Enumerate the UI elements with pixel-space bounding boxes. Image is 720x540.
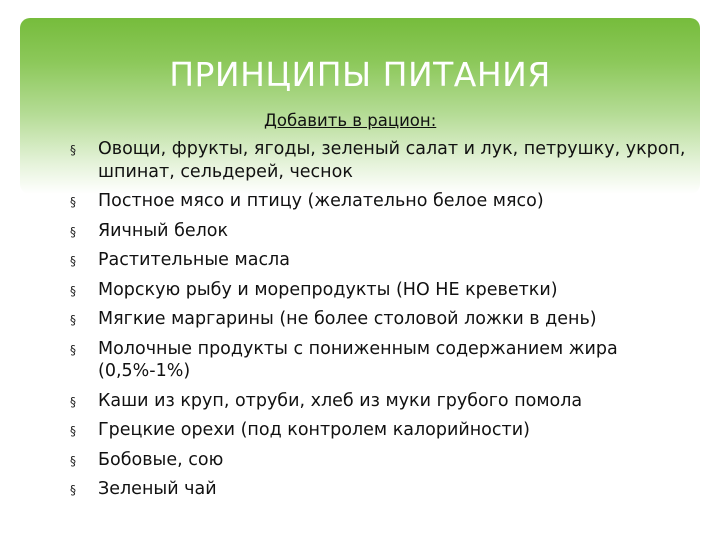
- list-item: [70, 390, 690, 413]
- list-item-text: Грецкие орехи (под контролем калорийности): [98, 420, 530, 440]
- bullet-icon: §: [70, 283, 76, 298]
- list-item: [70, 449, 690, 472]
- list-item-text: Овощи, фрукты, ягоды, зеленый салат и лук, петрушку, укроп, шпинат, сельдерей, чеснок: [98, 139, 686, 182]
- bullet-icon: §: [70, 483, 76, 497]
- list-item-text: Каши из круп, отруби, хлеб из муки грубого помола: [98, 390, 583, 411]
- list-item: [70, 338, 690, 383]
- bullet-icon: §: [70, 424, 76, 438]
- list-item-text: Бобовые, сою: [98, 449, 224, 470]
- bullet-icon: §: [70, 224, 76, 239]
- bullet-list: [70, 138, 690, 508]
- bullet-icon: §: [70, 313, 76, 327]
- list-item-text: Морскую рыбу и морепродукты (НО НЕ креветки): [98, 279, 558, 300]
- bullet-icon: §: [70, 342, 76, 357]
- bullet-icon: §: [70, 143, 76, 157]
- list-item: [70, 478, 690, 501]
- list-item-text: Зеленый чай: [98, 479, 217, 499]
- bullet-icon: §: [70, 254, 76, 268]
- list-item-text: Яичный белок: [98, 220, 229, 241]
- list-item: [70, 249, 690, 272]
- list-item: [70, 190, 690, 213]
- list-item-text: Постное мясо и птицу (желательно белое мясо): [98, 191, 544, 211]
- bullet-icon: §: [70, 394, 76, 409]
- list-item-text: Мягкие маргарины (не более столовой ложки в день): [98, 309, 597, 329]
- slide-title: ПРИНЦИПЫ ПИТАНИЯ: [169, 55, 551, 94]
- list-item: [70, 419, 690, 442]
- list-item: [70, 220, 690, 243]
- bullet-icon: §: [70, 195, 76, 209]
- list-item-text: Молочные продукты с пониженным содержанием жира (0,5%-1%): [98, 338, 618, 381]
- list-item: [70, 138, 690, 183]
- slide-subtitle: Добавить в рацион:: [264, 111, 437, 130]
- list-item-text: Растительные масла: [98, 250, 290, 270]
- list-item: [70, 279, 690, 302]
- list-item: [70, 308, 690, 331]
- bullet-icon: §: [70, 453, 76, 468]
